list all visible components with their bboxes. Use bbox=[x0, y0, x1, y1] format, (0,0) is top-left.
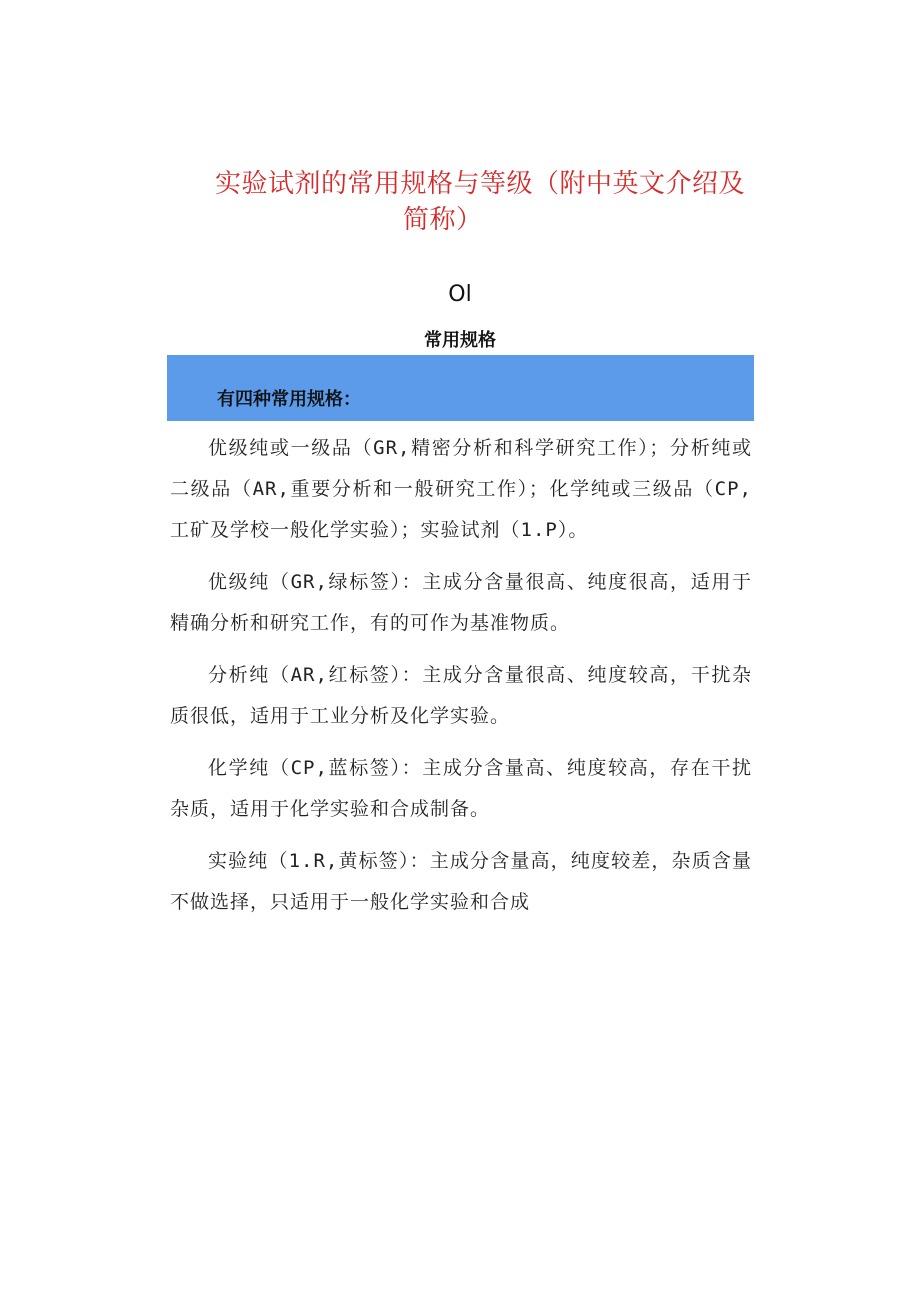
body-text bbox=[170, 428, 752, 934]
paragraph: 化学纯（CP,蓝标签）：主成分含量高、纯度较高，存在干扰杂质，适用于化学实验和合成制备。 bbox=[170, 757, 752, 820]
paragraph: 实验纯（1.R,黄标签）：主成分含量高，纯度较差，杂质含量不做选择，只适用于一般化学实验和合成 bbox=[170, 850, 752, 913]
highlight-banner bbox=[167, 355, 754, 421]
section-heading: 常用规格 bbox=[424, 330, 496, 351]
section-number: Ol bbox=[448, 282, 472, 307]
paragraph: 优级纯（GR,绿标签）：主成分含量很高、纯度很高，适用于精确分析和研究工作，有的可作为基准物质。 bbox=[170, 571, 752, 634]
paragraph: 优级纯或一级品（GR,精密分析和科学研究工作）；分析纯或二级品（AR,重要分析和一般研究工作）；化学纯或三级品（CP,工矿及学校一般化学实验）；实验试剂（1.P）。 bbox=[170, 437, 752, 541]
title-line-2: 简称） bbox=[403, 205, 483, 235]
title-line-1: 实验试剂的常用规格与等级（附中英文介绍及 bbox=[215, 169, 746, 199]
paragraph: 分析纯（AR,红标签）：主成分含量很高、纯度较高，干扰杂质很低，适用于工业分析及化学实验。 bbox=[170, 664, 752, 727]
banner-text: 有四种常用规格： bbox=[217, 389, 361, 410]
document-title bbox=[215, 166, 775, 238]
